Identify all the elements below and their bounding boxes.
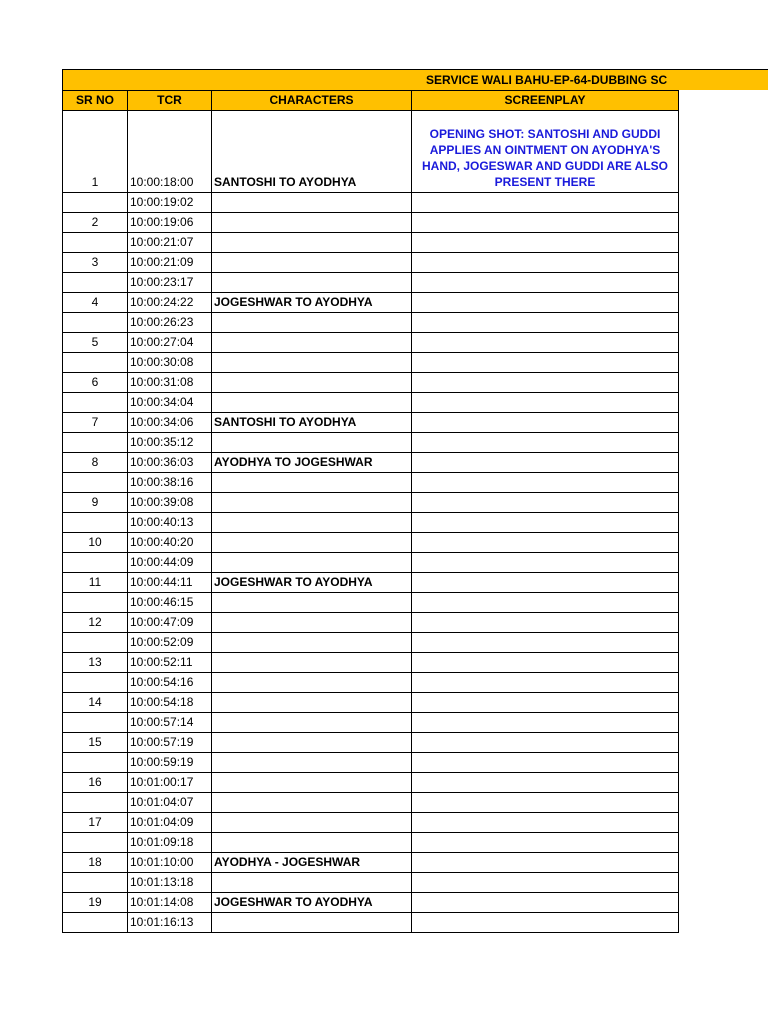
characters-cell[interactable]: SANTOSHI TO AYODHYA — [212, 111, 412, 193]
sr-no-cell[interactable]: 7 — [63, 413, 128, 433]
table-row — [63, 433, 679, 453]
table-row — [63, 111, 679, 193]
sr-no-cell[interactable]: 4 — [63, 293, 128, 313]
sr-no-cell[interactable] — [63, 313, 128, 333]
sr-no-cell[interactable] — [63, 793, 128, 813]
sr-no-cell[interactable] — [63, 393, 128, 413]
table-row — [63, 733, 679, 753]
characters-cell[interactable] — [212, 713, 412, 733]
screenplay-cell[interactable] — [412, 433, 679, 453]
tcr-cell[interactable]: 10:01:04:07 — [128, 793, 212, 813]
characters-cell[interactable] — [212, 253, 412, 273]
characters-cell[interactable] — [212, 433, 412, 453]
tcr-cell[interactable]: 10:01:13:18 — [128, 873, 212, 893]
tcr-cell[interactable]: 10:00:57:14 — [128, 713, 212, 733]
characters-cell[interactable] — [212, 393, 412, 413]
screenplay-cell[interactable] — [412, 913, 679, 933]
characters-cell[interactable]: AYODHYA - JOGESHWAR — [212, 853, 412, 873]
characters-cell[interactable] — [212, 193, 412, 213]
screenplay-cell[interactable] — [412, 893, 679, 913]
screenplay-cell[interactable] — [412, 353, 679, 373]
screenplay-cell[interactable] — [412, 653, 679, 673]
screenplay-cell[interactable] — [412, 493, 679, 513]
screenplay-cell[interactable] — [412, 533, 679, 553]
screenplay-cell[interactable] — [412, 413, 679, 433]
table-row — [63, 673, 679, 693]
tcr-cell[interactable]: 10:00:21:07 — [128, 233, 212, 253]
table-row — [63, 513, 679, 533]
tcr-cell[interactable]: 10:01:14:08 — [128, 893, 212, 913]
screenplay-cell[interactable] — [412, 733, 679, 753]
tcr-cell[interactable]: 10:00:46:15 — [128, 593, 212, 613]
sr-no-cell[interactable] — [63, 513, 128, 533]
table-row — [63, 293, 679, 313]
sheet-title[interactable]: SERVICE WALI BAHU-EP-64-DUBBING SC — [426, 73, 668, 87]
sr-no-cell[interactable] — [63, 753, 128, 773]
sr-no-cell[interactable]: 19 — [63, 893, 128, 913]
sr-no-cell[interactable] — [63, 353, 128, 373]
characters-cell[interactable] — [212, 313, 412, 333]
table-row — [63, 533, 679, 553]
characters-cell[interactable] — [212, 333, 412, 353]
screenplay-cell[interactable] — [412, 633, 679, 653]
tcr-cell[interactable]: 10:00:38:16 — [128, 473, 212, 493]
characters-cell[interactable] — [212, 233, 412, 253]
characters-cell[interactable] — [212, 553, 412, 573]
table-row — [63, 333, 679, 353]
sr-no-cell[interactable]: 16 — [63, 773, 128, 793]
characters-cell[interactable]: JOGESHWAR TO AYODHYA — [212, 893, 412, 913]
sr-no-cell[interactable] — [63, 673, 128, 693]
table-row — [63, 713, 679, 733]
screenplay-cell[interactable] — [412, 253, 679, 273]
characters-cell[interactable] — [212, 733, 412, 753]
column-header-sr-no[interactable]: SR NO — [63, 91, 128, 111]
tcr-cell[interactable]: 10:01:00:17 — [128, 773, 212, 793]
tcr-cell[interactable]: 10:00:54:18 — [128, 693, 212, 713]
tcr-cell[interactable]: 10:00:40:13 — [128, 513, 212, 533]
table-row — [63, 413, 679, 433]
sr-no-cell[interactable]: 17 — [63, 813, 128, 833]
characters-cell[interactable] — [212, 753, 412, 773]
tcr-cell[interactable]: 10:00:59:19 — [128, 753, 212, 773]
tcr-cell[interactable]: 10:01:04:09 — [128, 813, 212, 833]
column-header-tcr[interactable]: TCR — [128, 91, 212, 111]
screenplay-cell[interactable] — [412, 673, 679, 693]
characters-cell[interactable] — [212, 373, 412, 393]
characters-cell[interactable] — [212, 773, 412, 793]
tcr-cell[interactable]: 10:00:19:02 — [128, 193, 212, 213]
screenplay-cell[interactable] — [412, 553, 679, 573]
tcr-cell[interactable]: 10:00:35:12 — [128, 433, 212, 453]
sr-no-cell[interactable] — [63, 713, 128, 733]
screenplay-cell[interactable] — [412, 873, 679, 893]
title-left-border — [62, 69, 63, 90]
screenplay-cell[interactable] — [412, 513, 679, 533]
table-row — [63, 393, 679, 413]
sr-no-cell[interactable]: 1 — [63, 111, 128, 193]
table-row — [63, 873, 679, 893]
opening-shot-text: OPENING SHOT: SANTOSHI AND GUDDI APPLIES AN OINTMENT ON AYODHYA'S HAND, JOGESWAR AND GUDDI ARE ALSO PRESENT THERE — [421, 127, 668, 189]
sr-no-cell[interactable]: 2 — [63, 213, 128, 233]
screenplay-cell[interactable] — [412, 333, 679, 353]
header-row — [63, 91, 679, 111]
column-header-characters[interactable]: CHARACTERS — [212, 91, 412, 111]
screenplay-cell[interactable] — [412, 273, 679, 293]
table-row — [63, 273, 679, 293]
sr-no-cell[interactable]: 10 — [63, 533, 128, 553]
tcr-cell[interactable]: 10:00:31:08 — [128, 373, 212, 393]
tcr-cell[interactable]: 10:00:24:22 — [128, 293, 212, 313]
characters-cell[interactable] — [212, 813, 412, 833]
table-row — [63, 613, 679, 633]
tcr-cell[interactable]: 10:00:23:17 — [128, 273, 212, 293]
screenplay-cell[interactable] — [412, 693, 679, 713]
screenplay-cell[interactable] — [412, 813, 679, 833]
table-row — [63, 773, 679, 793]
tcr-cell[interactable]: 10:00:54:16 — [128, 673, 212, 693]
characters-cell[interactable] — [212, 633, 412, 653]
sr-no-cell[interactable] — [63, 193, 128, 213]
table-row — [63, 373, 679, 393]
table-row — [63, 473, 679, 493]
sr-no-cell[interactable] — [63, 633, 128, 653]
tcr-cell[interactable]: 10:00:40:20 — [128, 533, 212, 553]
screenplay-cell[interactable] — [412, 773, 679, 793]
sr-no-cell[interactable] — [63, 473, 128, 493]
tcr-cell[interactable]: 10:00:44:09 — [128, 553, 212, 573]
sr-no-cell[interactable]: 12 — [63, 613, 128, 633]
table-row — [63, 913, 679, 933]
screenplay-cell[interactable] — [412, 373, 679, 393]
characters-cell[interactable] — [212, 593, 412, 613]
sr-no-cell[interactable]: 15 — [63, 733, 128, 753]
screenplay-cell[interactable] — [412, 393, 679, 413]
characters-cell[interactable] — [212, 473, 412, 493]
table-row — [63, 633, 679, 653]
screenplay-cell[interactable] — [412, 713, 679, 733]
sr-no-cell[interactable] — [63, 833, 128, 853]
table-row — [63, 453, 679, 473]
table-row — [63, 653, 679, 673]
sr-no-cell[interactable]: 11 — [63, 573, 128, 593]
tcr-cell[interactable]: 10:00:21:09 — [128, 253, 212, 273]
sr-no-cell[interactable] — [63, 873, 128, 893]
tcr-cell[interactable]: 10:01:09:18 — [128, 833, 212, 853]
tcr-cell[interactable]: 10:00:44:11 — [128, 573, 212, 593]
sr-no-cell[interactable] — [63, 593, 128, 613]
column-header-screenplay[interactable]: SCREENPLAY — [412, 91, 679, 111]
characters-cell[interactable] — [212, 273, 412, 293]
tcr-cell[interactable]: 10:00:57:19 — [128, 733, 212, 753]
tcr-cell[interactable]: 10:00:18:00 — [128, 111, 212, 193]
sr-no-cell[interactable]: 9 — [63, 493, 128, 513]
characters-cell[interactable]: JOGESHWAR TO AYODHYA — [212, 573, 412, 593]
table-row — [63, 193, 679, 213]
characters-cell[interactable] — [212, 913, 412, 933]
screenplay-cell[interactable] — [412, 111, 679, 193]
sr-no-cell[interactable]: 14 — [63, 693, 128, 713]
screenplay-cell[interactable] — [412, 453, 679, 473]
table-row — [63, 493, 679, 513]
sr-no-cell[interactable]: 13 — [63, 653, 128, 673]
characters-cell[interactable]: AYODHYA TO JOGESHWAR — [212, 453, 412, 473]
characters-cell[interactable] — [212, 513, 412, 533]
sr-no-cell[interactable] — [63, 233, 128, 253]
sr-no-cell[interactable]: 18 — [63, 853, 128, 873]
sr-no-cell[interactable] — [63, 553, 128, 573]
tcr-cell[interactable]: 10:00:34:06 — [128, 413, 212, 433]
screenplay-cell[interactable] — [412, 613, 679, 633]
screenplay-cell[interactable] — [412, 573, 679, 593]
table-row — [63, 813, 679, 833]
characters-cell[interactable] — [212, 353, 412, 373]
screenplay-cell[interactable] — [412, 233, 679, 253]
tcr-cell[interactable]: 10:00:52:09 — [128, 633, 212, 653]
table-row — [63, 893, 679, 913]
tcr-cell[interactable]: 10:01:16:13 — [128, 913, 212, 933]
characters-cell[interactable] — [212, 873, 412, 893]
characters-cell[interactable] — [212, 673, 412, 693]
screenplay-cell[interactable] — [412, 473, 679, 493]
tcr-cell[interactable]: 10:00:30:08 — [128, 353, 212, 373]
table-row — [63, 833, 679, 853]
tcr-cell[interactable]: 10:00:27:04 — [128, 333, 212, 353]
dubbing-script-table — [62, 90, 679, 933]
sr-no-cell[interactable] — [63, 433, 128, 453]
characters-cell[interactable]: SANTOSHI TO AYODHYA — [212, 413, 412, 433]
sr-no-cell[interactable]: 3 — [63, 253, 128, 273]
characters-cell[interactable] — [212, 833, 412, 853]
characters-cell[interactable] — [212, 793, 412, 813]
screenplay-cell[interactable] — [412, 293, 679, 313]
screenplay-cell[interactable] — [412, 213, 679, 233]
table-row — [63, 233, 679, 253]
sr-no-cell[interactable] — [63, 913, 128, 933]
table-row — [63, 313, 679, 333]
sr-no-cell[interactable]: 8 — [63, 453, 128, 473]
tcr-cell[interactable]: 10:00:52:11 — [128, 653, 212, 673]
screenplay-cell[interactable] — [412, 193, 679, 213]
sr-no-cell[interactable]: 6 — [63, 373, 128, 393]
table-row — [63, 253, 679, 273]
screenplay-cell[interactable] — [412, 593, 679, 613]
sr-no-cell[interactable] — [63, 273, 128, 293]
characters-cell[interactable] — [212, 653, 412, 673]
characters-cell[interactable] — [212, 613, 412, 633]
table-row — [63, 213, 679, 233]
table-row — [63, 553, 679, 573]
screenplay-cell[interactable] — [412, 313, 679, 333]
characters-cell[interactable] — [212, 693, 412, 713]
tcr-cell[interactable]: 10:00:19:06 — [128, 213, 212, 233]
table-row — [63, 793, 679, 813]
sr-no-cell[interactable]: 5 — [63, 333, 128, 353]
table-row — [63, 693, 679, 713]
tcr-cell[interactable]: 10:00:34:04 — [128, 393, 212, 413]
tcr-cell[interactable]: 10:00:39:08 — [128, 493, 212, 513]
tcr-cell[interactable]: 10:01:10:00 — [128, 853, 212, 873]
table-row — [63, 353, 679, 373]
tcr-cell[interactable]: 10:00:26:23 — [128, 313, 212, 333]
table-row — [63, 853, 679, 873]
characters-cell[interactable] — [212, 493, 412, 513]
tcr-cell[interactable]: 10:00:36:03 — [128, 453, 212, 473]
table-row — [63, 593, 679, 613]
characters-cell[interactable]: JOGESHWAR TO AYODHYA — [212, 293, 412, 313]
table-row — [63, 753, 679, 773]
screenplay-cell[interactable] — [412, 853, 679, 873]
screenplay-cell[interactable] — [412, 753, 679, 773]
screenplay-cell[interactable] — [412, 833, 679, 853]
tcr-cell[interactable]: 10:00:47:09 — [128, 613, 212, 633]
characters-cell[interactable] — [212, 213, 412, 233]
table-row — [63, 573, 679, 593]
characters-cell[interactable] — [212, 533, 412, 553]
screenplay-cell[interactable] — [412, 793, 679, 813]
